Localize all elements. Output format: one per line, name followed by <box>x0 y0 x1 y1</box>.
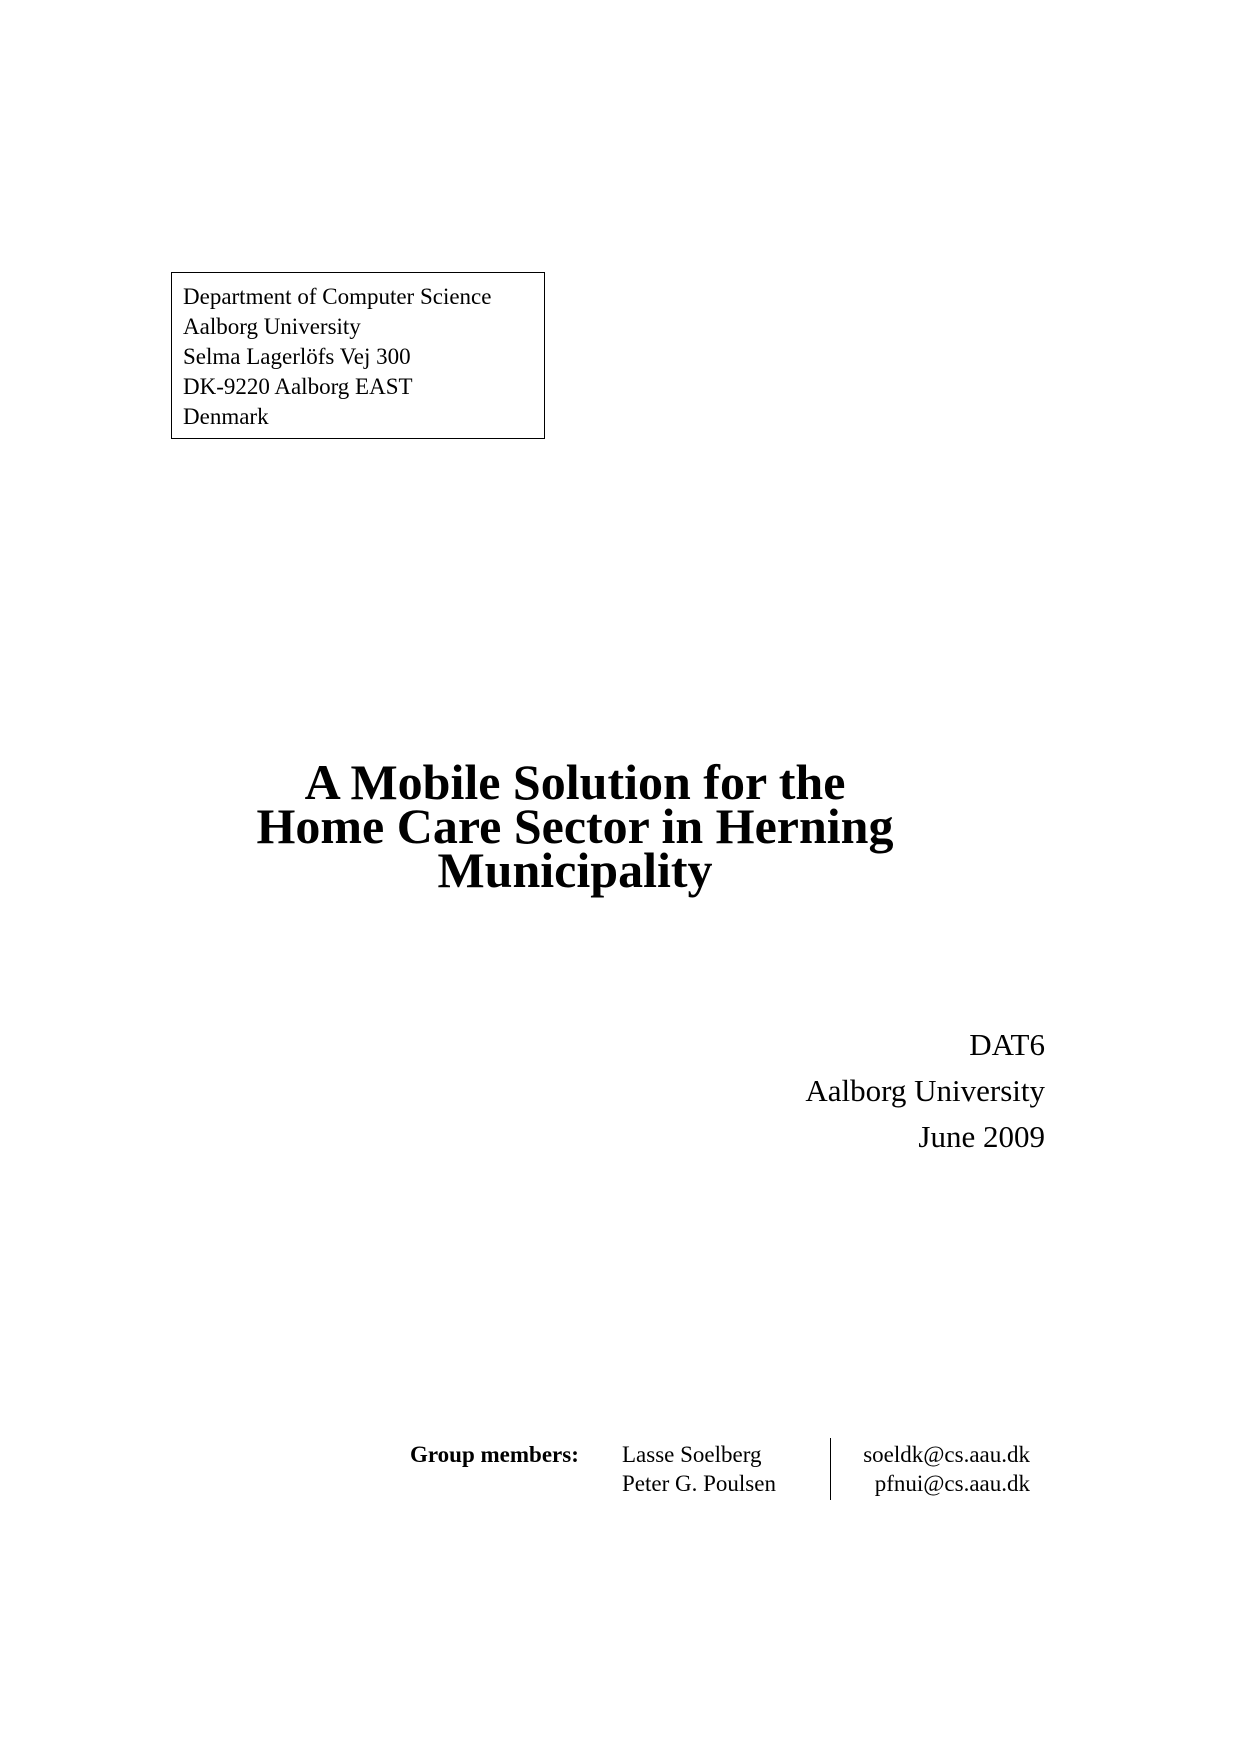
member-name: Peter G. Poulsen <box>622 1471 776 1496</box>
title-line-2: Home Care Sector in Herning <box>256 798 894 854</box>
group-members-block <box>410 1440 1030 1500</box>
document-title <box>0 754 1150 898</box>
title-line-3: Municipality <box>437 842 713 898</box>
group-members-emails <box>848 1440 1030 1498</box>
address-line-country: Denmark <box>183 404 269 429</box>
session-info <box>805 1022 1045 1160</box>
member-name: Lasse Soelberg <box>622 1442 762 1467</box>
address-line-university: Aalborg University <box>183 314 361 339</box>
group-members-names <box>622 1440 812 1498</box>
member-email: soeldk@cs.aau.dk <box>863 1442 1030 1467</box>
member-email: pfnui@cs.aau.dk <box>874 1471 1030 1496</box>
group-members-label: Group members: <box>410 1442 579 1467</box>
session-university: Aalborg University <box>805 1073 1045 1108</box>
title-line-1: A Mobile Solution for the <box>304 754 846 810</box>
address-line-department: Department of Computer Science <box>183 284 492 309</box>
session-date: June 2009 <box>918 1119 1045 1154</box>
session-course: DAT6 <box>969 1027 1045 1062</box>
address-line-city: DK-9220 Aalborg EAST <box>183 374 413 399</box>
university-address-box <box>171 272 545 439</box>
members-divider-rule <box>830 1438 831 1500</box>
address-line-street: Selma Lagerlöfs Vej 300 <box>183 344 411 369</box>
